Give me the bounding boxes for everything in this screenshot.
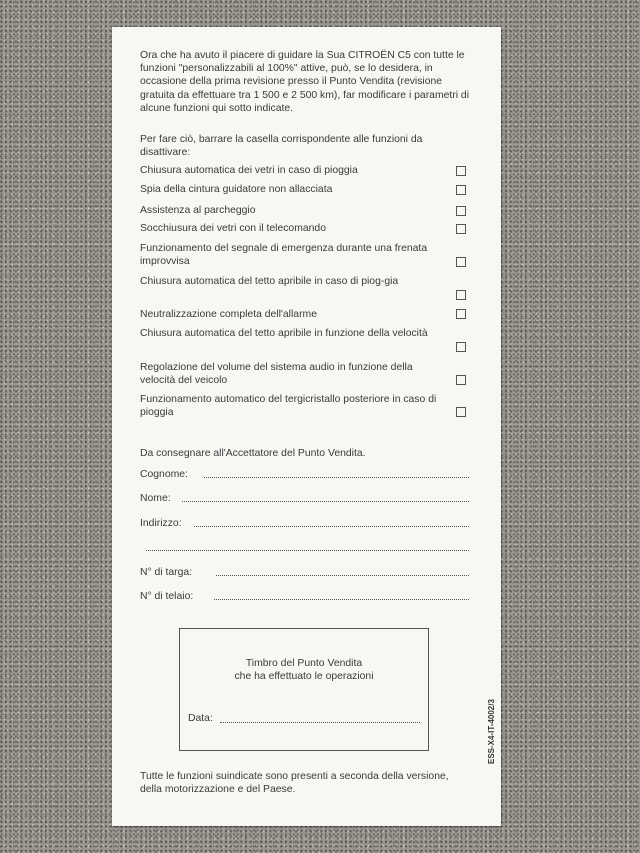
cognome-label: Cognome:	[140, 469, 188, 480]
option-label-6: Chiusura automatica del tetto apribile in caso di piog-gia	[140, 276, 399, 287]
option-label-2: Spia della cintura guidatore non allacciata	[140, 184, 333, 195]
option-checkbox-5[interactable]	[456, 257, 466, 267]
cognome-field[interactable]	[204, 477, 469, 478]
nome-label: Nome:	[140, 493, 171, 504]
option-label-4: Socchiusura dei vetri con il telecomando	[140, 223, 326, 234]
date-label: Data:	[188, 713, 213, 724]
document-code: ESS-X4-IT-4002/3	[487, 699, 496, 764]
option-label-9: Regolazione del volume del sistema audio in funzione della velocità del veicolo	[140, 362, 413, 387]
indirizzo-label: Indirizzo:	[140, 518, 182, 529]
intro-paragraph: Ora che ha avuto il piacere di guidare la Sua CITROËN C5 con tutte le funzioni "personalizzabili al 100%" attive, può, se lo desidera, in occasione della prima revisione presso il Punto Vendita (revisione gratuita da effettuare tra 1 500 e 2 500 km), far modificare i parametri di alcune funzioni qui sotto indicate.	[140, 50, 470, 114]
footer-note: Tutte le funzioni suindicate sono presenti a seconda della versione, della motorizzazione e del Paese.	[140, 771, 449, 796]
option-checkbox-3[interactable]	[456, 206, 466, 216]
option-checkbox-2[interactable]	[456, 185, 466, 195]
option-checkbox-8[interactable]	[456, 342, 466, 352]
option-label-7: Neutralizzazione completa dell'allarme	[140, 309, 317, 320]
option-label-8: Chiusura automatica del tetto apribile in funzione della velocità	[140, 328, 428, 339]
option-checkbox-6[interactable]	[456, 290, 466, 300]
indirizzo-field-line-2[interactable]	[146, 550, 469, 551]
telaio-label: N° di telaio:	[140, 591, 194, 602]
stamp-title	[180, 657, 428, 683]
targa-field[interactable]	[216, 575, 469, 576]
telaio-field[interactable]	[214, 599, 469, 600]
delivery-note: Da consegnare all'Accettatore del Punto Vendita.	[140, 448, 366, 459]
option-label-3: Assistenza al parcheggio	[140, 205, 256, 216]
indirizzo-field[interactable]	[194, 526, 469, 527]
option-checkbox-4[interactable]	[456, 224, 466, 234]
option-checkbox-7[interactable]	[456, 309, 466, 319]
targa-label: N° di targa:	[140, 567, 193, 578]
option-label-5: Funzionamento del segnale di emergenza durante una frenata improvvisa	[140, 243, 428, 268]
option-label-10: Funzionamento automatico del tergicristallo posteriore in caso di pioggia	[140, 394, 437, 419]
nome-field[interactable]	[182, 501, 469, 502]
form-card	[112, 27, 501, 826]
date-field[interactable]	[220, 722, 420, 723]
option-checkbox-1[interactable]	[456, 166, 466, 176]
option-label-1: Chiusura automatica dei vetri in caso di pioggia	[140, 165, 358, 176]
stamp-title-line-1: Timbro del Punto Vendita	[245, 658, 363, 669]
option-checkbox-9[interactable]	[456, 375, 466, 385]
stamp-title-line-2: che ha effettuato le operazioni	[234, 671, 374, 682]
option-checkbox-10[interactable]	[456, 407, 466, 417]
dealer-stamp-box	[179, 628, 429, 751]
instructions-paragraph: Per fare ciò, barrare la casella corrispondente alle funzioni da disattivare:	[140, 134, 423, 159]
